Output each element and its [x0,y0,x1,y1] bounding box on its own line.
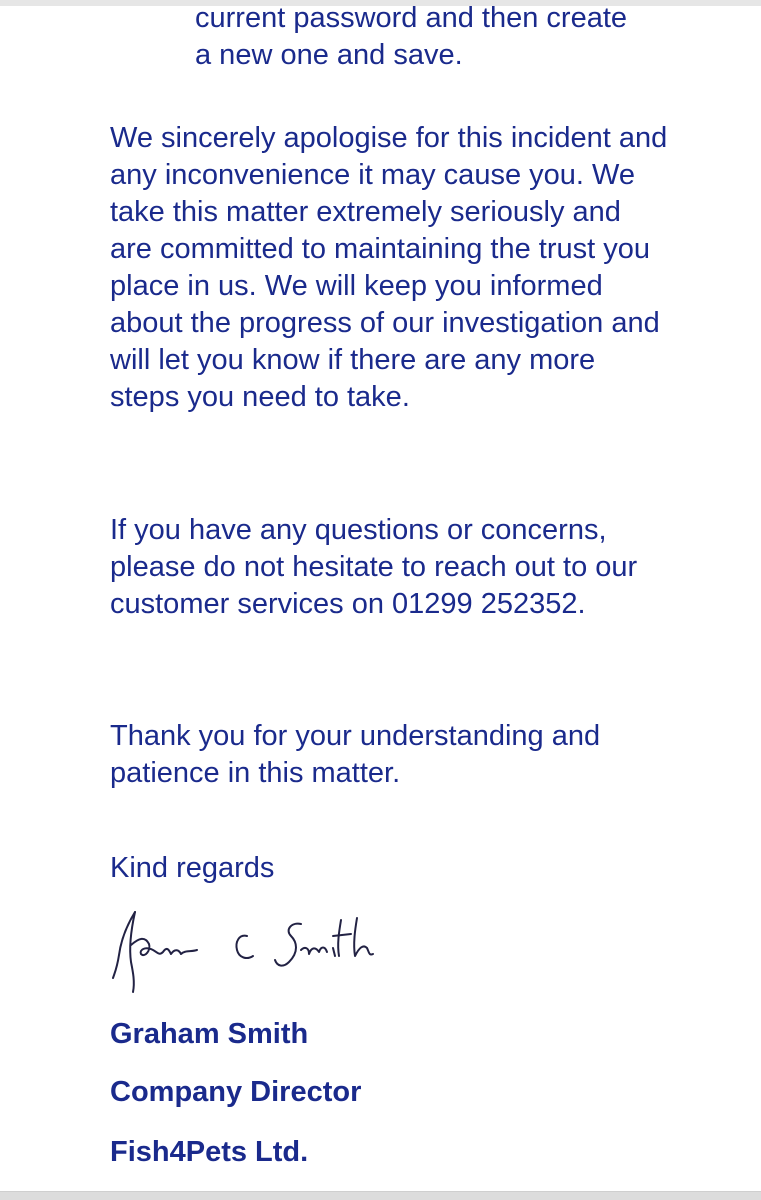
signatory-title: Company Director [110,1076,362,1108]
handwritten-signature [105,900,375,1000]
thanks-paragraph: Thank you for your understanding and patience in this matter. [110,720,601,789]
password-step-continuation: current password and then create a new one and save. [195,2,628,71]
password-step-text [195,0,645,74]
closing-line: Kind regards [110,852,275,884]
signatory-name: Graham Smith [110,1018,309,1050]
apology-paragraph: We sincerely apologise for this incident and any inconvenience it may cause you. We take this matter extremely seriously and are committed to maintaining the trust you place in us. We will keep you informed about the progress of our investigation and will let you know if there are any more steps you need to take. [110,122,668,413]
questions-paragraph: If you have any questions or concerns, please do not hesitate to reach out to our customer services on 01299 252352. [110,514,638,620]
company-name: Fish4Pets Ltd. [110,1136,309,1168]
bottom-edge [0,1191,761,1200]
